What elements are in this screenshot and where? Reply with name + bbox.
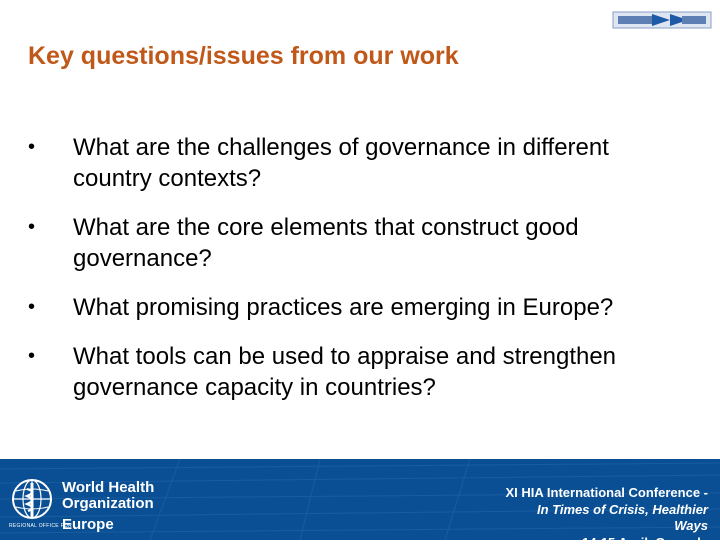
bullet-marker: • — [28, 341, 73, 372]
bullet-item — [28, 132, 688, 194]
bullet-item — [28, 292, 688, 323]
bullet-text: What are the core elements that construct good governance? — [73, 214, 579, 272]
slide-title: Key questions/issues from our work — [28, 42, 459, 71]
bullet-marker: • — [28, 292, 73, 323]
bullet-text: What are the challenges of governance in different country contexts? — [73, 134, 609, 192]
conference-dates: 14-15 April, Granada — [458, 535, 708, 551]
bullet-text: What tools can be used to appraise and strengthen governance capacity in countries? — [73, 343, 616, 401]
who-name-line: World Health — [62, 480, 154, 496]
conference-theme: In Times of Crisis, Healthier — [458, 502, 708, 519]
bullet-item — [28, 341, 688, 403]
bullet-item — [28, 212, 688, 274]
who-name-line: Organization — [62, 496, 154, 512]
who-wordmark — [62, 480, 154, 512]
next-slide-arrows-icon[interactable] — [612, 9, 712, 31]
regional-office-label: REGIONAL OFFICE FOR — [9, 523, 72, 529]
bullet-marker: • — [28, 132, 73, 163]
who-emblem-icon — [10, 477, 54, 521]
region-name: Europe — [62, 516, 114, 533]
bullet-marker: • — [28, 212, 73, 243]
bullet-text: What promising practices are emerging in Europe? — [73, 294, 613, 321]
conference-title: XI HIA International Conference - — [458, 485, 708, 502]
footer-bar — [0, 459, 720, 540]
conference-theme-cont: Ways — [458, 518, 708, 535]
bullet-list — [28, 132, 688, 421]
conference-info — [458, 485, 708, 551]
